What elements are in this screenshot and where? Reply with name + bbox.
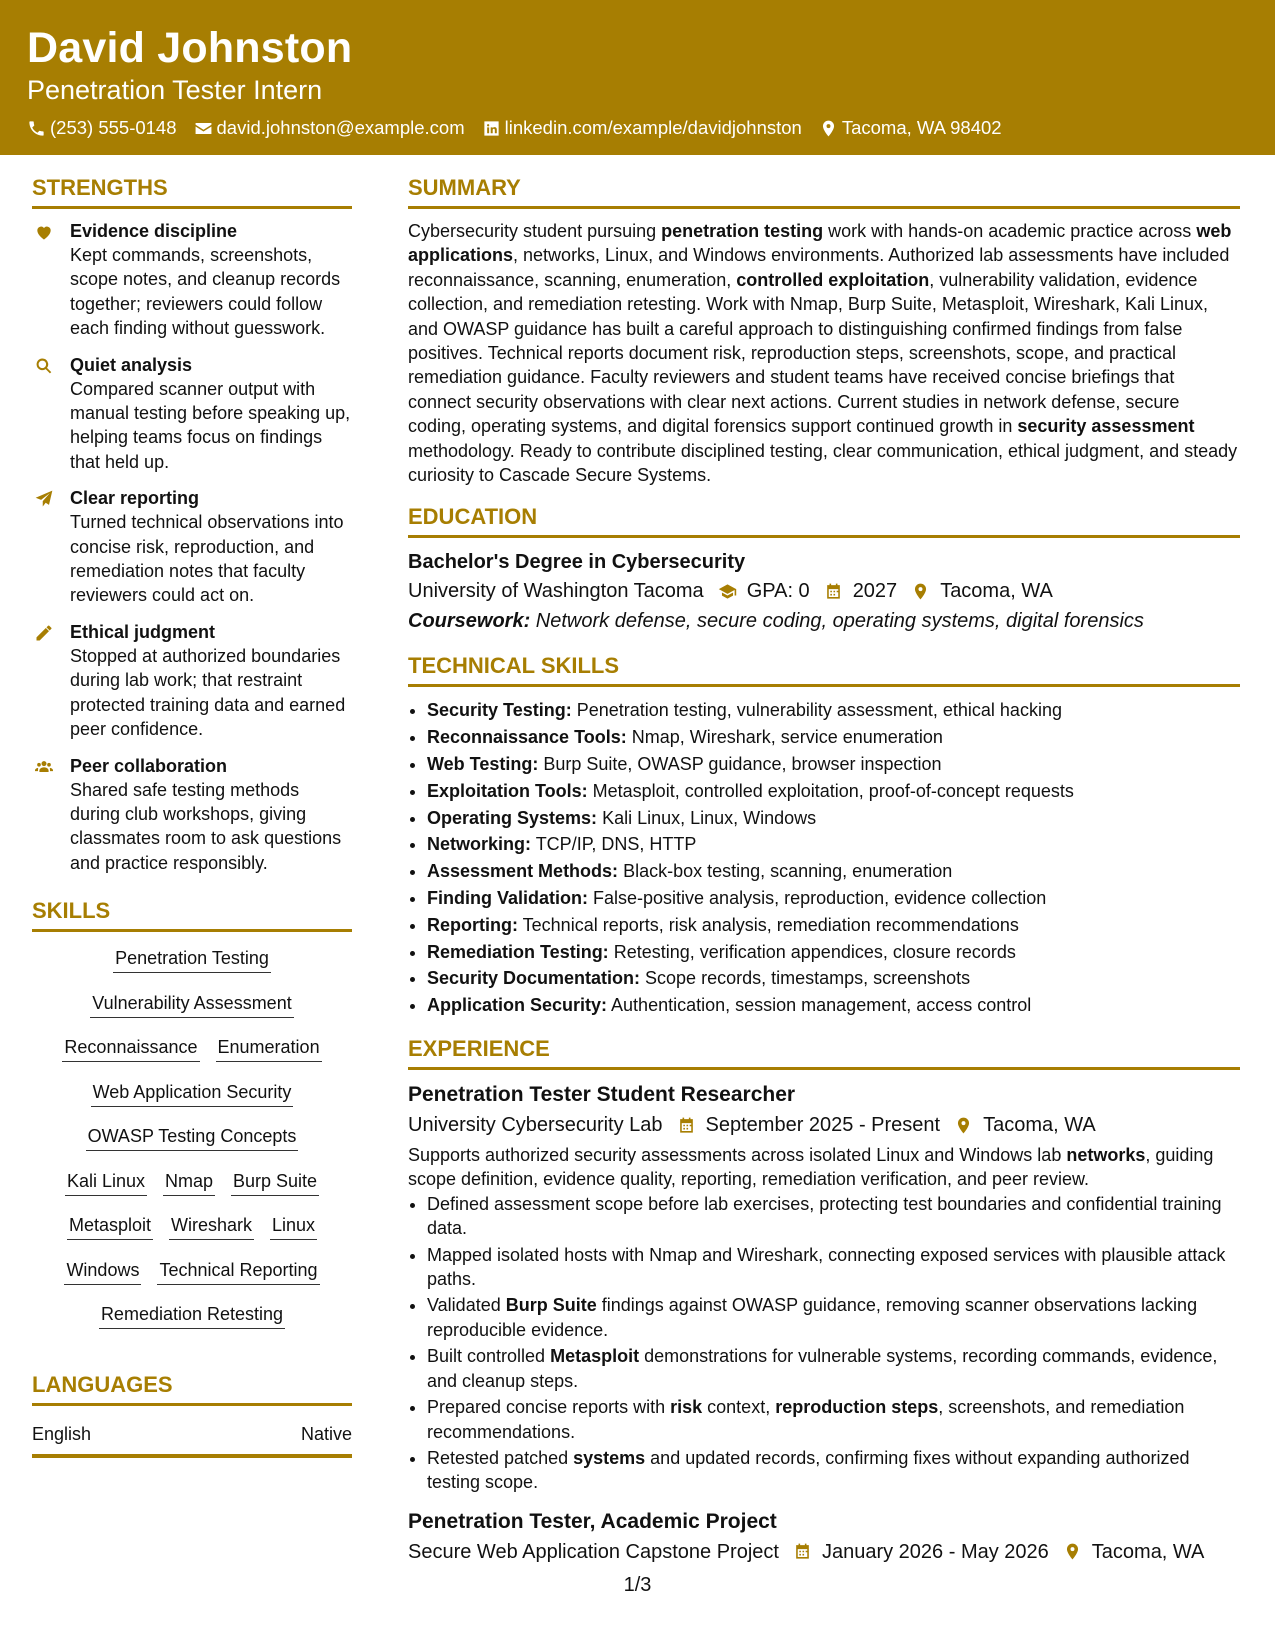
bold-text: penetration testing <box>661 221 824 241</box>
job-bullets <box>408 1192 1240 1495</box>
calendar-icon <box>824 582 843 601</box>
language-name: English <box>32 1424 92 1445</box>
technical-skill-item <box>427 831 1240 858</box>
skills-list <box>32 942 352 1329</box>
text-segment: Mapped isolated hosts with Nmap and Wireshark, connecting exposed services with plausible attack paths. <box>427 1244 1226 1290</box>
skill-tag: Wireshark <box>169 1213 254 1240</box>
skill-tag: Vulnerability Assessment <box>90 991 293 1018</box>
education-degree: Bachelor's Degree in Cybersecurity <box>408 551 746 574</box>
technical-skill-label: Security Testing: <box>427 700 572 721</box>
job-meta <box>408 1110 1240 1140</box>
job-entry <box>408 1080 1240 1495</box>
skill-tag: Kali Linux <box>65 1169 147 1196</box>
text-segment: , networks, Linux, and Windows environments. Authorized lab assessments have included reconnaissance, scanning, enumeration, <box>408 245 1230 290</box>
technical-skill-value: Retesting, verification appendices, closure records <box>608 941 1016 962</box>
technical-skill-value: Penetration testing, vulnerability assessment, ethical hacking <box>571 700 1062 721</box>
skill-row <box>32 1258 352 1285</box>
language-level: Native <box>300 1424 352 1445</box>
technical-skill-label: Finding Validation: <box>427 888 588 909</box>
technical-skill-value: Burp Suite, OWASP guidance, browser inspection <box>538 754 942 775</box>
job-meta <box>408 1537 1240 1567</box>
text-segment: and updated records, confirming fixes without expanding authorized testing scope. <box>427 1447 1190 1493</box>
job-bullet <box>427 1243 1240 1292</box>
education-coursework <box>408 606 1240 636</box>
text-segment: work with hands-on academic practice across <box>823 221 1197 241</box>
strength-item <box>32 754 352 876</box>
header <box>0 0 1275 155</box>
map-pin-icon <box>819 119 838 138</box>
strength-description: Kept commands, screenshots, scope notes, and cleanup records together; reviewers could follow each finding without guesswork. <box>70 245 341 339</box>
text-segment: Cybersecurity student pursuing <box>408 221 662 241</box>
left-column <box>32 174 352 1458</box>
job-bullet <box>427 1192 1240 1241</box>
graduation-cap-icon <box>718 582 737 601</box>
technical-skill-label: Web Testing: <box>427 754 539 775</box>
job-title: Penetration Tester Student Researcher <box>408 1083 796 1107</box>
job-location: Tacoma, WA <box>983 1114 1096 1137</box>
page-number: 1/3 <box>623 1574 652 1596</box>
coursework-text: Network defense, secure coding, operating systems, digital forensics <box>530 610 1144 633</box>
job-dates: September 2025 - Present <box>705 1114 941 1137</box>
skill-tag: Reconnaissance <box>62 1035 199 1062</box>
skill-tag: Burp Suite <box>231 1169 319 1196</box>
strength-description: Stopped at authorized boundaries during lab work; that restraint protected training data and earned peer confidence. <box>70 645 346 740</box>
technical-skill-value: False-positive analysis, reproduction, evidence collection <box>588 888 1047 909</box>
bold-text: systems <box>573 1447 646 1468</box>
skill-row <box>32 1080 352 1107</box>
technical-skill-item <box>427 965 1240 992</box>
skill-tag: Windows <box>64 1258 141 1285</box>
strength-title: Ethical judgment <box>70 621 216 642</box>
skill-tag: Linux <box>270 1213 317 1240</box>
skill-row <box>32 1124 352 1151</box>
job-location: Tacoma, WA <box>1091 1540 1205 1563</box>
experience-list <box>408 1080 1240 1567</box>
strength-title: Quiet analysis <box>70 354 193 375</box>
strength-title: Clear reporting <box>70 488 200 509</box>
technical-skill-item <box>427 805 1240 832</box>
skill-row <box>32 991 352 1018</box>
technical-skill-value: Nmap, Wireshark, service enumeration <box>626 727 943 748</box>
strength-description: Compared scanner output with manual testing before speaking up, helping teams focus on findings that held up. <box>70 378 351 472</box>
technical-skill-item <box>427 724 1240 751</box>
technical-skill-label: Assessment Methods: <box>427 861 619 882</box>
technical-skill-value: TCP/IP, DNS, HTTP <box>531 834 697 855</box>
job-title: Penetration Tester, Academic Project <box>408 1509 777 1533</box>
text-segment: Defined assessment scope before lab exercises, protecting test boundaries and confidential training data. <box>427 1193 1222 1239</box>
linkedin-icon <box>482 119 501 138</box>
technical-skill-item <box>427 858 1240 885</box>
technical-skill-value: Kali Linux, Linux, Windows <box>597 807 817 828</box>
summary-heading: SUMMARY <box>408 174 1240 209</box>
skill-tag: Enumeration <box>216 1035 322 1062</box>
technical-skill-value: Authentication, session management, access control <box>607 995 1032 1016</box>
technical-skill-item <box>427 939 1240 966</box>
skill-row <box>32 1169 352 1196</box>
strength-title: Peer collaboration <box>70 755 228 776</box>
text-segment: , guiding scope definition, evidence quality, reporting, remediation verification, and peer review. <box>408 1145 1214 1190</box>
technical-skill-label: Networking: <box>427 834 532 855</box>
users-icon <box>34 757 54 777</box>
skill-tag: Remediation Retesting <box>99 1302 285 1329</box>
technical-skill-label: Application Security: <box>427 995 608 1016</box>
calendar-icon <box>677 1116 696 1135</box>
skill-row <box>32 946 352 973</box>
technical-skill-label: Reconnaissance Tools: <box>427 727 627 748</box>
location-text: Tacoma, WA 98402 <box>841 117 1002 138</box>
text-segment: Retested patched <box>427 1447 574 1468</box>
text-segment: demonstrations for vulnerable systems, recording commands, evidence, and cleanup steps. <box>427 1346 1218 1391</box>
bold-text: Burp Suite <box>505 1295 597 1316</box>
bold-text: networks <box>1066 1145 1146 1166</box>
text-segment: Validated <box>427 1295 506 1316</box>
strengths-list <box>32 219 352 875</box>
text-segment: context, <box>702 1397 776 1418</box>
technical-skill-label: Remediation Testing: <box>427 941 609 962</box>
job-bullet <box>427 1395 1240 1444</box>
job-dates: January 2026 - May 2026 <box>821 1540 1049 1563</box>
contact-email[interactable] <box>194 114 465 142</box>
strength-item <box>32 353 352 475</box>
heart-icon <box>34 222 54 242</box>
map-pin-icon <box>911 582 930 601</box>
job-organization: University Cybersecurity Lab <box>408 1114 663 1137</box>
bold-text: reproduction steps <box>775 1397 939 1418</box>
technical-skill-label: Reporting: <box>427 914 518 935</box>
skill-row <box>32 1213 352 1240</box>
technical-skill-item <box>427 992 1240 1019</box>
education-location: Tacoma, WA <box>940 580 1053 603</box>
pencil-icon <box>34 623 54 643</box>
strength-description: Turned technical observations into concise risk, reproduction, and remediation notes that faculty reviewers could act on. <box>70 512 344 606</box>
job-bullet <box>427 1446 1240 1495</box>
contact-bar <box>27 114 1019 142</box>
phone-icon <box>27 119 46 138</box>
candidate-name: David Johnston <box>27 24 353 72</box>
technical-skill-value: Scope records, timestamps, screenshots <box>640 968 971 989</box>
candidate-role: Penetration Tester Intern <box>27 75 323 105</box>
strength-item <box>32 486 352 608</box>
education-heading: EDUCATION <box>408 503 1240 538</box>
education-school: University of Washington Tacoma <box>408 580 704 603</box>
languages-list <box>32 1414 352 1458</box>
search-icon <box>34 356 54 376</box>
bold-text: web applications <box>408 221 1232 266</box>
technical-skill-value: Technical reports, risk analysis, remediation recommendations <box>517 914 1019 935</box>
technical-skill-item <box>427 697 1240 724</box>
strength-description: Shared safe testing methods during club workshops, giving classmates room to ask questions and practice responsibly. <box>70 779 342 873</box>
skill-tag: Web Application Security <box>91 1080 294 1107</box>
contact-phone[interactable] <box>27 114 177 142</box>
bold-text: Metasploit <box>550 1346 640 1367</box>
map-pin-icon <box>954 1116 973 1135</box>
technical-skill-item <box>427 751 1240 778</box>
skill-row <box>32 1035 352 1062</box>
calendar-icon <box>793 1542 812 1561</box>
education-meta <box>408 576 1240 606</box>
language-item <box>32 1414 352 1458</box>
job-bullet <box>427 1293 1240 1342</box>
strengths-heading: STRENGTHS <box>32 174 352 209</box>
strength-title: Evidence discipline <box>70 221 238 241</box>
education-gpa: GPA: 0 <box>746 580 810 603</box>
technical-skill-item <box>427 885 1240 912</box>
job-organization: Secure Web Application Capstone Project <box>408 1540 779 1563</box>
skill-tag: Metasploit <box>67 1213 153 1240</box>
paper-plane-icon <box>34 489 54 509</box>
skill-tag: Penetration Testing <box>113 946 271 973</box>
bold-text: risk <box>670 1397 703 1418</box>
linkedin-text: linkedin.com/example/davidjohnston <box>504 117 802 138</box>
summary-text <box>408 219 1240 487</box>
contact-linkedin[interactable] <box>482 114 802 142</box>
job-bullet <box>427 1344 1240 1393</box>
text-segment: Built controlled <box>427 1346 551 1367</box>
technical-skills-list <box>408 697 1240 1019</box>
email-text: david.johnston@example.com <box>216 117 465 138</box>
text-segment: Prepared concise reports with <box>427 1397 671 1418</box>
text-segment: methodology. Ready to contribute disciplined testing, clear communication, ethical judgment, and steady curiosity to Cascade Secure Systems. <box>408 440 1238 486</box>
technical-skill-item <box>427 778 1240 805</box>
contact-location <box>819 114 1002 142</box>
right-column <box>408 174 1240 1567</box>
skill-row <box>32 1302 352 1329</box>
job-entry <box>408 1507 1240 1567</box>
skill-tag: Nmap <box>163 1169 215 1196</box>
text-segment: Supports authorized security assessments across isolated Linux and Windows lab <box>408 1145 1067 1166</box>
text-segment: , screenshots, and remediation recommendations. <box>427 1397 1185 1442</box>
technical-skill-item <box>427 912 1240 939</box>
phone-text: (253) 555-0148 <box>50 117 177 138</box>
strength-item <box>32 219 352 341</box>
coursework-label: Coursework: <box>408 610 531 633</box>
technical-skill-label: Operating Systems: <box>427 807 598 828</box>
technical-skill-value: Metasploit, controlled exploitation, proof-of-concept requests <box>587 780 1074 801</box>
skill-tag: Technical Reporting <box>157 1258 319 1285</box>
technical-skills-heading: TECHNICAL SKILLS <box>408 652 1240 687</box>
education-year: 2027 <box>852 580 898 603</box>
text-segment: , vulnerability validation, evidence collection, and remediation retesting. Work with Nmap, Burp Suite, Metasploit, Wireshark, Kali Linux, and OWASP guidance has built a careful approach to distinguishing confirmed findings from false positives. Technical reports document risk, reproduction steps, screenshots, scope, and practical remediation guidance. Faculty reviewers and student teams have received concise briefings that connect security observations with clear next actions. Current studies in network defense, secure coding, operating systems, and digital forensics support continued growth in <box>408 269 1209 437</box>
map-pin-icon <box>1063 1542 1082 1561</box>
technical-skill-label: Security Documentation: <box>427 968 641 989</box>
skills-heading: SKILLS <box>32 897 352 932</box>
envelope-icon <box>194 119 213 138</box>
strength-item <box>32 620 352 742</box>
bold-text: security assessment <box>1017 416 1195 437</box>
text-segment: findings against OWASP guidance, removing scanner observations lacking reproducible evidence. <box>427 1295 1198 1340</box>
technical-skill-value: Black-box testing, scanning, enumeration <box>618 861 953 882</box>
experience-heading: EXPERIENCE <box>408 1035 1240 1070</box>
bold-text: controlled exploitation <box>736 269 930 290</box>
technical-skill-label: Exploitation Tools: <box>427 780 588 801</box>
languages-heading: LANGUAGES <box>32 1371 352 1406</box>
job-description <box>408 1143 1240 1192</box>
skill-tag: OWASP Testing Concepts <box>86 1124 299 1151</box>
